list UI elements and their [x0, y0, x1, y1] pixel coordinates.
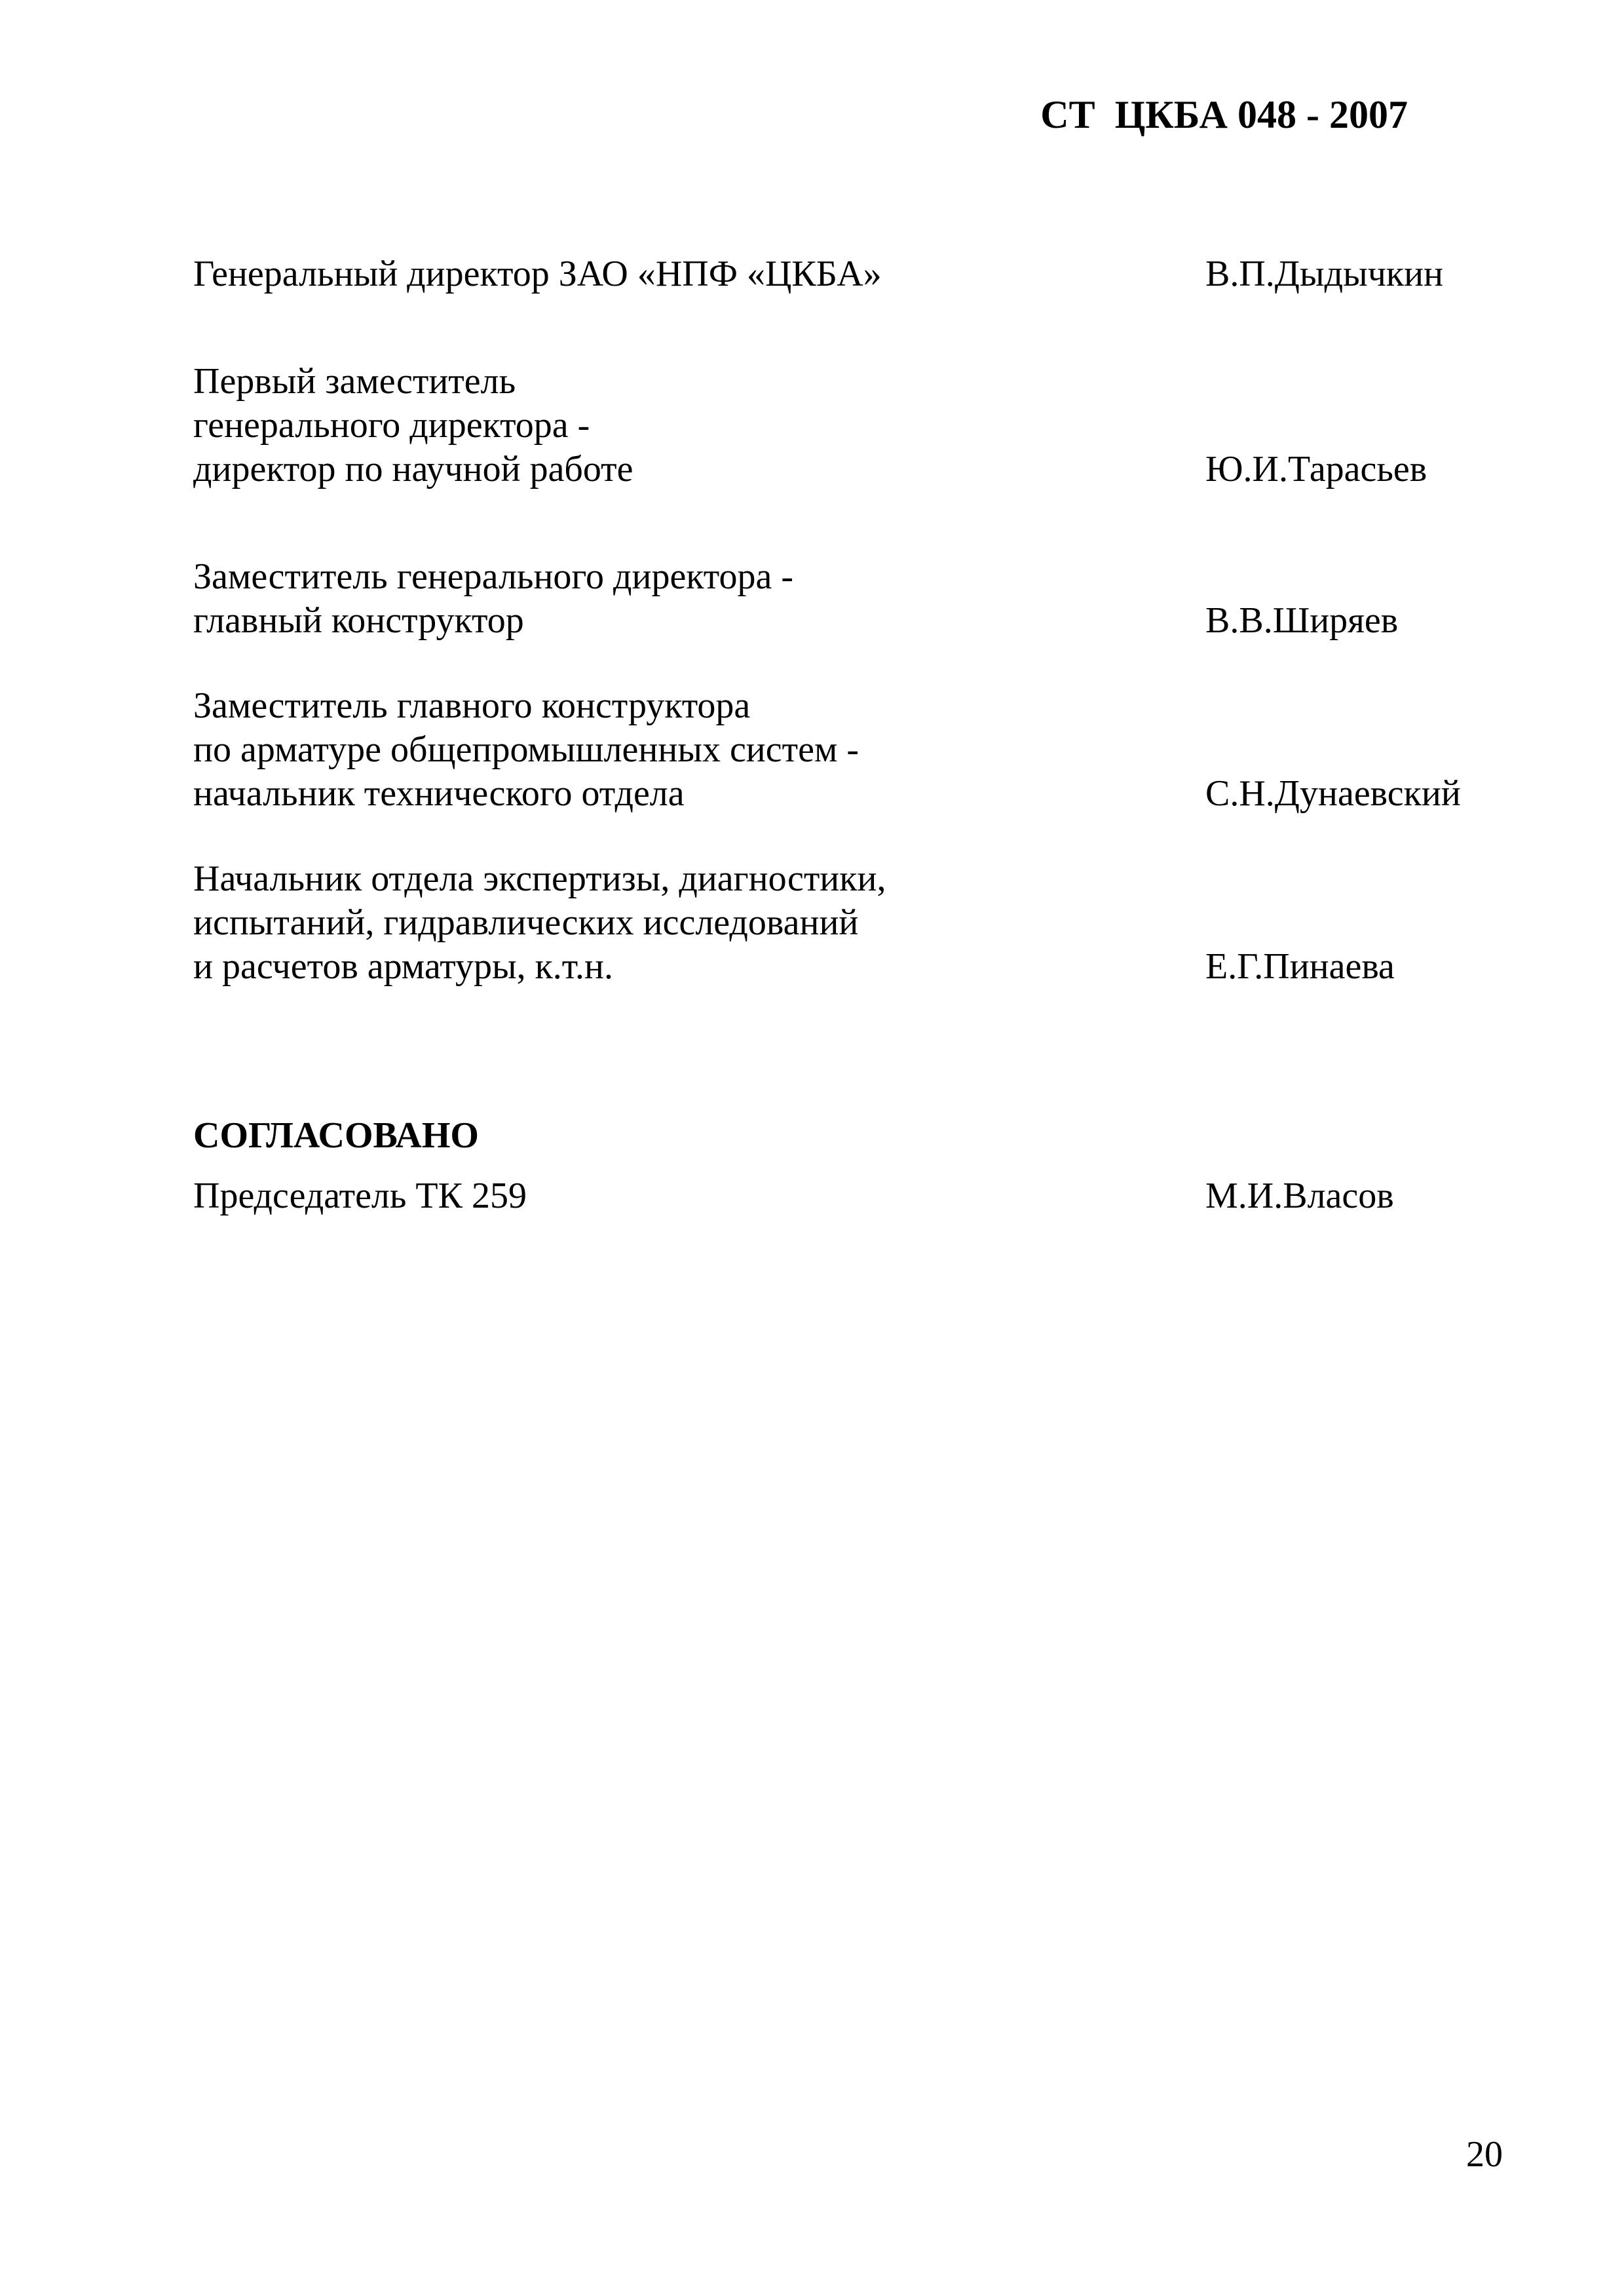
position-line: директор по научной работе: [193, 449, 633, 489]
position-line: Генеральный директор ЗАО «НПФ «ЦКБА»: [193, 254, 882, 294]
signature-position: [193, 360, 1176, 491]
document-code: СТ ЦКБА 048 - 2007: [1040, 93, 1408, 136]
signature-position: [193, 684, 1176, 816]
signatures-list: [193, 252, 1503, 989]
position-line: Первый заместитель: [193, 361, 516, 402]
signature-row: [193, 360, 1503, 491]
signature-name: С.Н.Дунаевский: [1205, 773, 1461, 814]
approval-section: [193, 1114, 1503, 1218]
signature-position: [193, 252, 1176, 296]
approval-name: М.И.Власов: [1205, 1176, 1394, 1216]
signature-row: [193, 252, 1503, 296]
signature-row: [193, 857, 1503, 989]
approval-row: [193, 1174, 1503, 1218]
position-line: Заместитель главного конструктора: [193, 685, 751, 726]
position-line: Начальник отдела экспертизы, диагностики,: [193, 858, 886, 899]
signature-row: [193, 555, 1503, 643]
position-line: испытаний, гидравлических исследований: [193, 902, 859, 943]
signature-name: Ю.И.Тарасьев: [1205, 449, 1427, 489]
approval-heading: СОГЛАСОВАНО: [193, 1115, 479, 1156]
signature-name: В.В.Ширяев: [1205, 600, 1399, 641]
signature-name: Е.Г.Пинаева: [1205, 946, 1395, 987]
position-line: главный конструктор: [193, 600, 524, 641]
position-line: по арматуре общепромышленных систем -: [193, 729, 859, 770]
signature-position: [193, 857, 1176, 989]
signature-position: [193, 555, 1176, 643]
position-line: генерального директора -: [193, 405, 590, 446]
approval-position: Председатель ТК 259: [193, 1176, 527, 1216]
position-line: Заместитель генерального директора -: [193, 556, 794, 597]
position-line: и расчетов арматуры, к.т.н.: [193, 946, 614, 987]
signature-row: [193, 684, 1503, 816]
position-line: начальник технического отдела: [193, 773, 685, 814]
page-number: 20: [1466, 2134, 1503, 2175]
signature-name: В.П.Дыдычкин: [1205, 254, 1444, 294]
